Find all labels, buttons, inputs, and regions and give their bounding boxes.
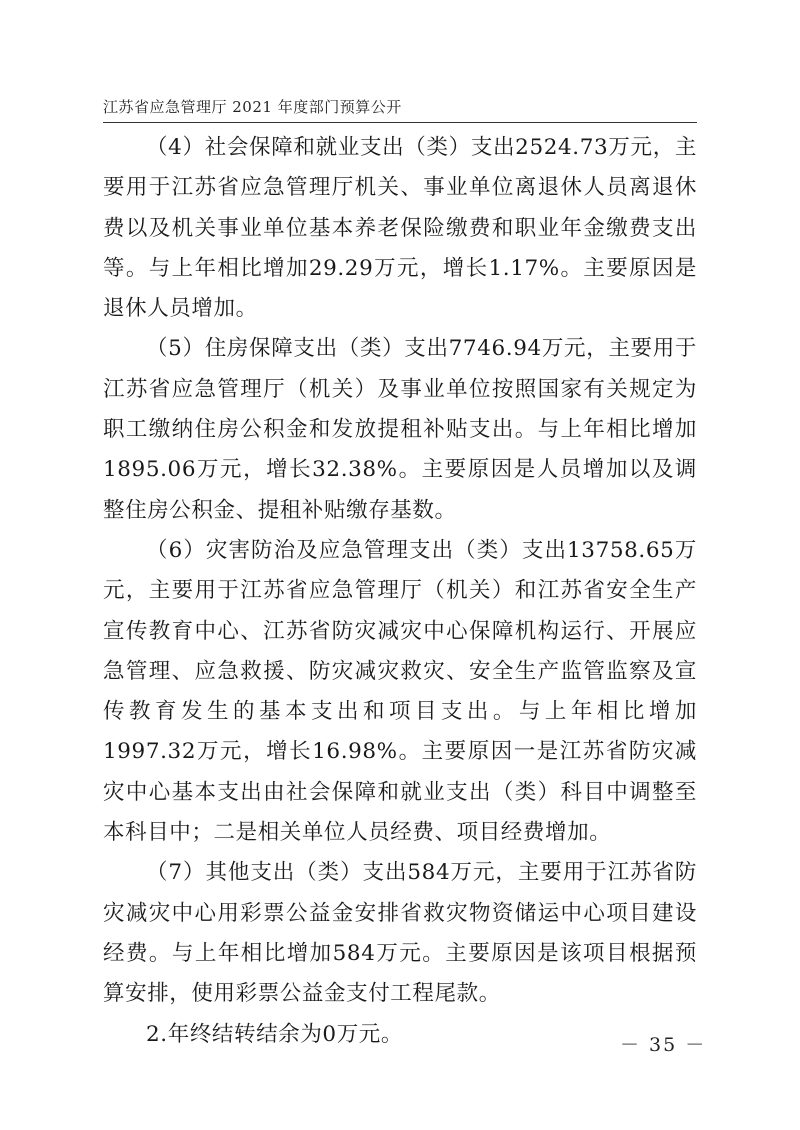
paragraph-social-security: （4）社会保障和就业支出（类）支出2524.73万元，主要用于江苏省应急管理厅机关、事业单位离退休人员离退休费以及机关事业单位基本养老保险缴费和职业年金缴费支出等。与上年相比增加29.29万元，增长1.17%。主要原因是退休人员增加。 — [103, 135, 697, 322]
paragraph-disaster-prevention: （6）灾害防治及应急管理支出（类）支出13758.65万元，主要用于江苏省应急管理厅（机关）和江苏省安全生产宣传教育中心、江苏省防灾减灾中心保障机构运行、开展应急管理、应急救援、防灾减灾救灾、安全生产监管监察及宣传教育发生的基本支出和项目支出。与上年相比增加1997.32万元，增长16.98%。主要原因一是江苏省防灾减灾中心基本支出由社会保障和就业支出（类）科目中调整至本科目中；二是相关单位人员经费、项目经费增加。 — [103, 537, 697, 846]
page-number: － 35 － — [620, 1034, 707, 1056]
paragraph-housing: （5）住房保障支出（类）支出7746.94万元，主要用于江苏省应急管理厅（机关）及事业单位按照国家有关规定为职工缴纳住房公积金和发放提租补贴支出。与上年相比增加1895.06万元，增长32.38%。主要原因是人员增加以及调整住房公积金、提租补贴缴存基数。 — [103, 336, 697, 523]
running-header: 江苏省应急管理厅 2021 年度部门预算公开 — [103, 98, 402, 116]
header-divider — [103, 122, 697, 123]
paragraph-other-expenditure: （7）其他支出（类）支出584万元，主要用于江苏省防灾减灾中心用彩票公益金安排省救灾物资储运中心项目建设经费。与上年相比增加584万元。主要原因是该项目根据预算安排，使用彩票公益金支付工程尾款。 — [103, 860, 697, 1007]
body-content — [103, 128, 697, 1055]
paragraph-year-end-balance: 2.年终结转结余为0万元。 — [146, 1021, 403, 1047]
